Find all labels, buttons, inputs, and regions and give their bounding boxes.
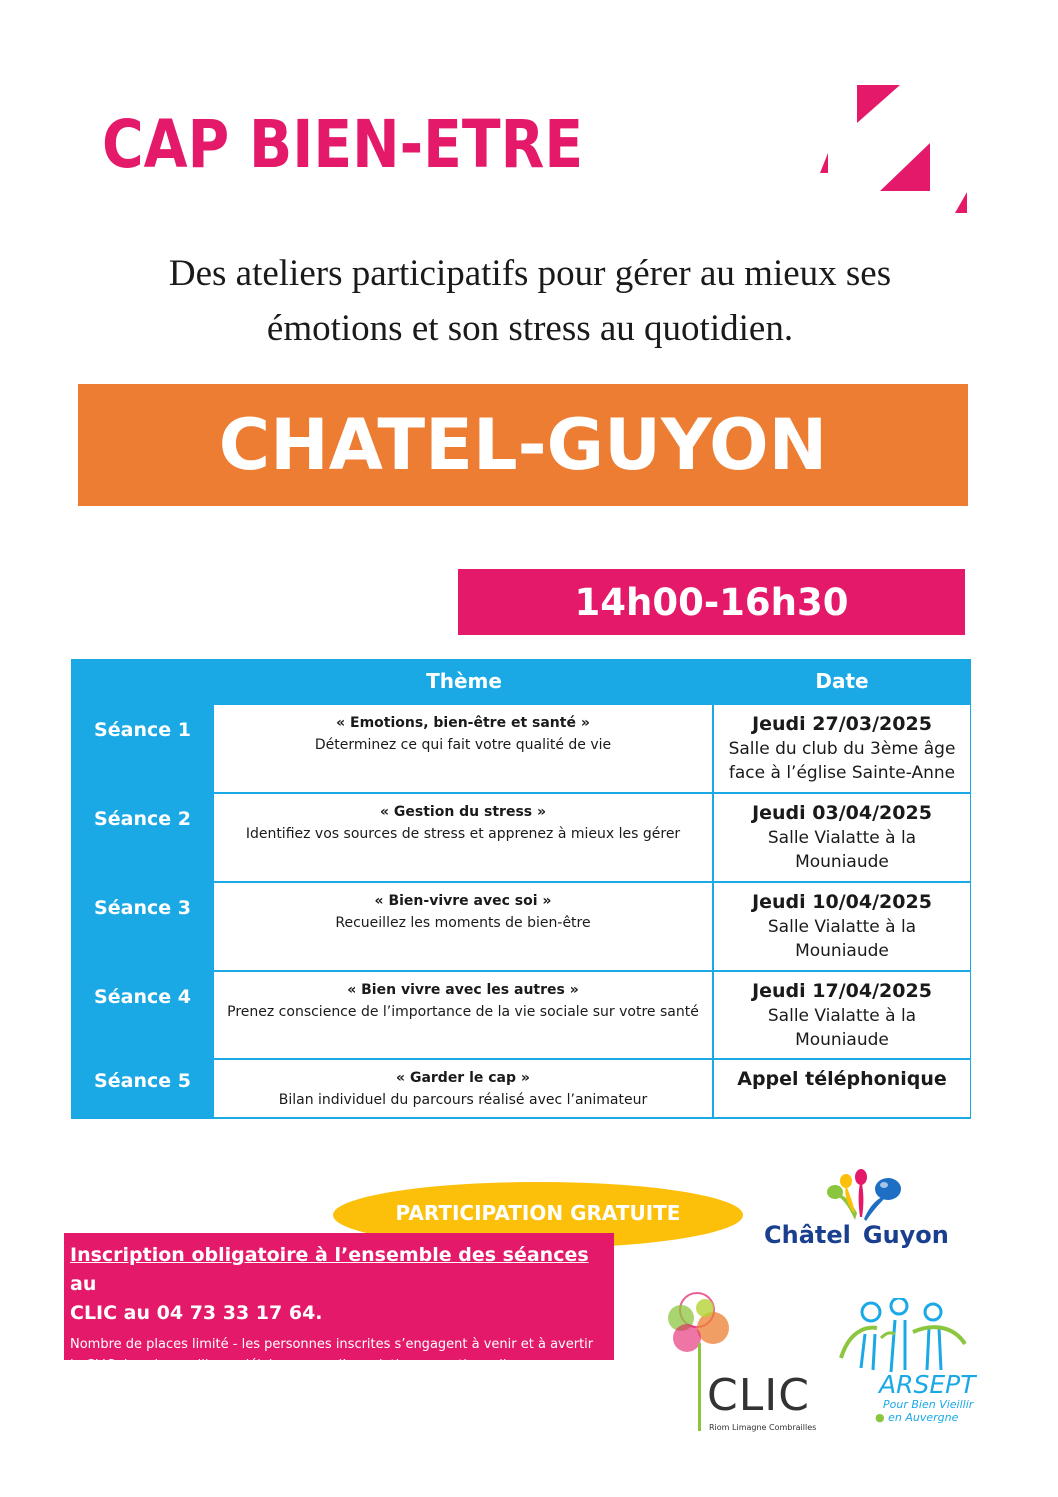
table-row — [71, 972, 971, 1058]
theme-description: Prenez conscience de l’importance de la vie sociale sur votre santé — [227, 1004, 699, 1020]
chatel-guyon-logo — [760, 1165, 975, 1255]
arsept-tagline: ● en Auvergne — [875, 1411, 959, 1424]
arsept-logo — [835, 1298, 1000, 1428]
session-place: Mouniaude — [795, 1030, 889, 1050]
date-cell — [714, 1060, 970, 1117]
clic-logo-text: CLIC — [707, 1370, 810, 1421]
theme-title: « Gestion du stress » — [379, 804, 547, 820]
clic-logo-subtitle: Riom Limagne Combrailles — [709, 1423, 817, 1432]
registration-box — [64, 1233, 614, 1373]
registration-rest: au — [70, 1273, 97, 1295]
theme-title: « Bien vivre avec les autres » — [347, 982, 579, 998]
theme-cell — [214, 1060, 712, 1117]
date-cell — [714, 972, 970, 1058]
session-place: Salle Vialatte à la — [767, 1006, 917, 1026]
triangle-shape — [857, 85, 900, 123]
clic-logo — [655, 1288, 820, 1438]
page-title: CAP BIEN-ETRE — [102, 106, 584, 183]
column-header-theme: Thème — [426, 669, 502, 693]
session-date: Jeudi 17/04/2025 — [752, 980, 932, 1002]
arsept-tagline: Pour Bien Vieillir — [883, 1398, 974, 1411]
date-cell — [714, 883, 970, 970]
sessions-table — [71, 659, 971, 1119]
decorative-triangles — [800, 85, 980, 225]
session-place: face à l’église Sainte-Anne — [728, 763, 956, 783]
session-place: Salle du club du 3ème âge — [728, 739, 956, 759]
theme-title: « Emotions, bien-être et santé » — [336, 715, 590, 731]
subtitle-line: Des ateliers participatifs pour gérer au mieux ses — [168, 253, 892, 294]
arsept-logo-graphic — [835, 1298, 1000, 1378]
theme-cell — [214, 705, 712, 792]
free-participation-text: PARTICIPATION GRATUITE — [395, 1201, 681, 1225]
triangle-shape — [820, 153, 828, 173]
session-place: Salle Vialatte à la — [767, 917, 917, 937]
guyon-logo-text: Guyon — [862, 1221, 949, 1249]
triangle-shape — [955, 192, 967, 213]
seance-label: Séance 2 — [94, 808, 191, 830]
session-date: Appel téléphonique — [737, 1068, 947, 1090]
session-date: Jeudi 10/04/2025 — [752, 891, 932, 913]
theme-description: Identifiez vos sources de stress et apprenez à mieux les gérer — [245, 826, 681, 842]
table-row — [71, 883, 971, 970]
table-row — [71, 705, 971, 792]
subtitle-line: émotions et son stress au quotidien. — [266, 308, 794, 349]
seance-label: Séance 1 — [94, 719, 191, 741]
theme-title: « Garder le cap » — [396, 1070, 530, 1086]
theme-description: Déterminez ce qui fait votre qualité de vie — [314, 737, 612, 753]
session-place: Mouniaude — [795, 852, 889, 872]
table-row — [71, 794, 971, 881]
seance-label: Séance 4 — [94, 986, 191, 1008]
arsept-logo-text: ARSEPT — [879, 1370, 976, 1399]
session-place: Salle Vialatte à la — [767, 828, 917, 848]
location-name: CHATEL-GUYON — [218, 404, 828, 486]
chatel-logo-text: Châtel — [764, 1221, 851, 1249]
theme-description: Bilan individuel du parcours réalisé avec l’animateur — [278, 1092, 648, 1108]
registration-phone: CLIC au 04 73 33 17 64. — [70, 1302, 323, 1324]
date-cell — [714, 794, 970, 881]
location-banner — [78, 384, 968, 506]
theme-cell — [214, 883, 712, 970]
registration-required: Inscription obligatoire à l’ensemble des séances — [70, 1244, 589, 1266]
theme-title: « Bien-vivre avec soi » — [374, 893, 552, 909]
hours-text: 14h00-16h30 — [574, 580, 849, 624]
registration-line — [70, 1241, 608, 1299]
seance-label: Séance 5 — [94, 1070, 191, 1092]
theme-description: Recueillez les moments de bien-être — [335, 915, 591, 931]
table-row — [71, 1060, 971, 1117]
session-place: Mouniaude — [795, 941, 889, 961]
theme-cell — [214, 794, 712, 881]
arsept-tagline-region: en Auvergne — [888, 1411, 959, 1424]
theme-cell — [214, 972, 712, 1058]
column-header-date: Date — [815, 669, 869, 693]
registration-note: Nombre de places limité - les personnes inscrites s’engagent à venir et à avertir le CLIC dans les meilleurs délais, en cas d’annulation exceptionnelle. — [70, 1337, 594, 1373]
session-date: Jeudi 03/04/2025 — [752, 802, 932, 824]
triangle-shape — [880, 143, 930, 191]
date-cell — [714, 705, 970, 792]
hours-banner — [458, 569, 965, 635]
seance-label: Séance 3 — [94, 897, 191, 919]
session-date: Jeudi 27/03/2025 — [752, 713, 932, 735]
subtitle — [60, 246, 1000, 356]
